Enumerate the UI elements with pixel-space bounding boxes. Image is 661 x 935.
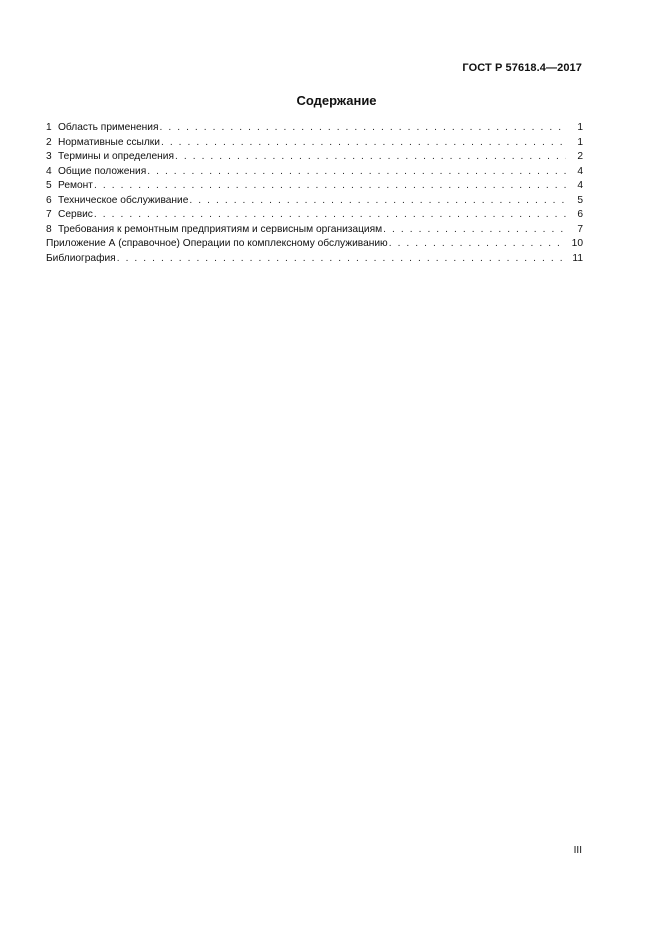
toc-dot-leader bbox=[94, 208, 566, 223]
toc-entry-8[interactable] bbox=[46, 223, 583, 238]
toc-entry-label: Нормативные ссылки bbox=[58, 136, 160, 148]
toc-entry-label: Термины и определения bbox=[58, 151, 174, 162]
toc-entry-page: 2 bbox=[577, 151, 583, 162]
toc-entry-page: 4 bbox=[577, 165, 583, 177]
toc-dot-leader bbox=[159, 121, 566, 136]
toc-entry-bibliography[interactable] bbox=[46, 252, 583, 267]
toc-entry-label: Техническое обслуживание bbox=[58, 194, 189, 206]
toc-entry-7[interactable] bbox=[46, 208, 583, 223]
toc-entry-appendix-a[interactable] bbox=[46, 237, 583, 252]
toc-entry-label: Общие положения bbox=[58, 165, 147, 177]
toc-entry-number: 1 bbox=[46, 122, 52, 133]
page-number: III bbox=[573, 845, 582, 856]
table-of-contents bbox=[46, 121, 583, 266]
toc-entry-3[interactable] bbox=[46, 150, 583, 165]
toc-entry-page: 4 bbox=[577, 180, 583, 191]
toc-entry-page: 1 bbox=[577, 136, 583, 148]
toc-entry-number: 6 bbox=[46, 194, 52, 206]
toc-dot-leader bbox=[383, 223, 566, 238]
toc-entry-page: 7 bbox=[577, 223, 583, 235]
toc-entry-1[interactable] bbox=[46, 121, 583, 136]
toc-entry-4[interactable] bbox=[46, 165, 583, 180]
toc-entry-label: Область применения bbox=[58, 122, 159, 133]
toc-dot-leader bbox=[189, 194, 566, 209]
toc-entry-label: Ремонт bbox=[58, 180, 93, 191]
toc-entry-label: Требования к ремонтным предприятиям и сервисным организациям bbox=[58, 223, 383, 235]
toc-entry-number: 4 bbox=[46, 165, 52, 177]
toc-entry-number: 3 bbox=[46, 151, 52, 162]
toc-dot-leader bbox=[147, 165, 566, 180]
toc-entry-page: 10 bbox=[571, 238, 583, 249]
toc-entry-number: 2 bbox=[46, 136, 52, 148]
toc-entry-number: 5 bbox=[46, 180, 52, 191]
document-code: ГОСТ Р 57618.4—2017 bbox=[462, 62, 582, 74]
toc-entry-2[interactable] bbox=[46, 136, 583, 151]
toc-entry-number: 8 bbox=[46, 223, 52, 235]
toc-entry-number: 7 bbox=[46, 209, 52, 220]
toc-title: Содержание bbox=[296, 93, 377, 108]
toc-entry-page: 1 bbox=[577, 122, 583, 133]
toc-dot-leader bbox=[161, 136, 566, 151]
toc-entry-5[interactable] bbox=[46, 179, 583, 194]
toc-dot-leader bbox=[175, 150, 566, 165]
toc-entry-label: Библиография bbox=[46, 252, 116, 264]
toc-dot-leader bbox=[389, 237, 566, 252]
toc-dot-leader bbox=[94, 179, 566, 194]
toc-entry-6[interactable] bbox=[46, 194, 583, 209]
toc-entry-page: 5 bbox=[577, 194, 583, 206]
toc-entry-label: Приложение А (справочное) Операции по комплексному обслуживанию bbox=[46, 238, 388, 249]
toc-entry-page: 11 bbox=[572, 252, 583, 264]
toc-entry-label: Сервис bbox=[58, 209, 93, 220]
toc-dot-leader bbox=[117, 252, 566, 267]
toc-entry-page: 6 bbox=[577, 209, 583, 220]
